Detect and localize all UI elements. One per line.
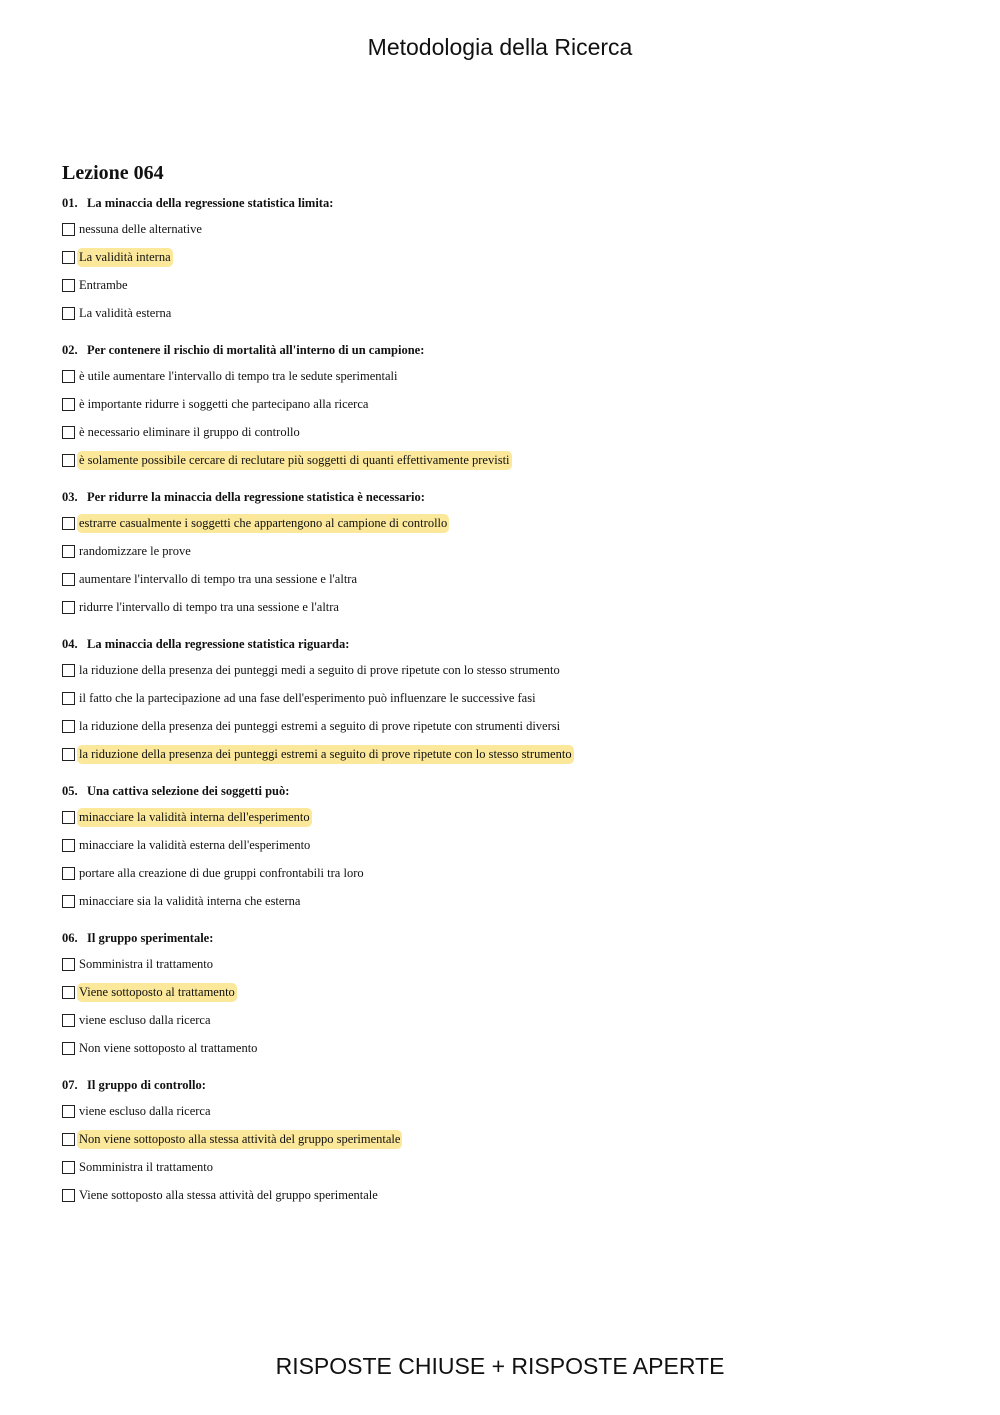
answer-text: nessuna delle alternative: [79, 221, 202, 236]
answer-text: il fatto che la partecipazione ad una fase dell'esperimento può influenzare le successive fasi: [79, 690, 536, 705]
answer-checkbox[interactable]: [62, 692, 75, 705]
answer-checkbox[interactable]: [62, 1189, 75, 1202]
answer-checkbox[interactable]: [62, 279, 75, 292]
answer-option[interactable]: [62, 1097, 942, 1125]
answer-checkbox[interactable]: [62, 1161, 75, 1174]
answer-text-highlighted: la riduzione della presenza dei punteggi estremi a seguito di prove ripetute con lo stesso strumento: [77, 745, 574, 764]
question-text: [62, 782, 942, 800]
answer-option[interactable]: [62, 831, 942, 859]
quiz-content: [62, 160, 942, 1223]
answer-text: La validità esterna: [79, 305, 172, 320]
answer-checkbox[interactable]: [62, 223, 75, 236]
question-block: [62, 194, 942, 327]
answer-text: aumentare l'intervallo di tempo tra una sessione e l'altra: [79, 571, 358, 586]
answer-text: Non viene sottoposto al trattamento: [79, 1040, 258, 1055]
answer-text: minacciare la validità esterna dell'esperimento: [79, 837, 311, 852]
answer-checkbox[interactable]: [62, 517, 75, 530]
question-block: [62, 1076, 942, 1209]
question-number: 06.: [62, 931, 78, 945]
question-text: [62, 194, 942, 212]
answer-option[interactable]: [62, 740, 942, 768]
answer-checkbox[interactable]: [62, 307, 75, 320]
question-text: [62, 341, 942, 359]
answer-checkbox[interactable]: [62, 251, 75, 264]
question-text: [62, 635, 942, 653]
answer-checkbox[interactable]: [62, 1014, 75, 1027]
answer-option[interactable]: [62, 362, 942, 390]
question-block: [62, 635, 942, 768]
answer-option[interactable]: [62, 1181, 942, 1209]
answer-option[interactable]: [62, 593, 942, 621]
answer-checkbox[interactable]: [62, 720, 75, 733]
answer-option[interactable]: [62, 565, 942, 593]
answer-option[interactable]: [62, 684, 942, 712]
answer-checkbox[interactable]: [62, 958, 75, 971]
answer-checkbox[interactable]: [62, 398, 75, 411]
page-header-title: Metodologia della Ricerca: [367, 34, 633, 60]
answer-checkbox[interactable]: [62, 986, 75, 999]
answer-text-highlighted: è solamente possibile cercare di reclutare più soggetti di quanti effettivamente previsti: [77, 451, 512, 470]
answer-checkbox[interactable]: [62, 839, 75, 852]
answer-checkbox[interactable]: [62, 545, 75, 558]
answer-option[interactable]: [62, 271, 942, 299]
answer-text-highlighted: estrarre casualmente i soggetti che appartengono al campione di controllo: [77, 514, 449, 533]
answer-text: è utile aumentare l'intervallo di tempo tra le sedute sperimentali: [79, 368, 398, 383]
answer-checkbox[interactable]: [62, 370, 75, 383]
answer-option[interactable]: [62, 243, 942, 271]
question-block: [62, 929, 942, 1062]
answer-text-highlighted: minacciare la validità interna dell'esperimento: [77, 808, 312, 827]
question-label: Per ridurre la minaccia della regressione statistica è necessario:: [87, 490, 425, 504]
answer-checkbox[interactable]: [62, 1042, 75, 1055]
answer-option[interactable]: [62, 1034, 942, 1062]
answer-checkbox[interactable]: [62, 811, 75, 824]
answer-text-highlighted: Viene sottoposto al trattamento: [77, 983, 237, 1002]
answer-text-highlighted: Non viene sottoposto alla stessa attività del gruppo sperimentale: [77, 1130, 402, 1149]
answer-checkbox[interactable]: [62, 867, 75, 880]
answer-option[interactable]: [62, 1125, 942, 1153]
answer-text: la riduzione della presenza dei punteggi medi a seguito di prove ripetute con lo stesso strumento: [79, 662, 560, 677]
question-label: La minaccia della regressione statistica limita:: [87, 196, 334, 210]
question-text: [62, 929, 942, 947]
answer-option[interactable]: [62, 1153, 942, 1181]
question-label: Il gruppo sperimentale:: [87, 931, 214, 945]
answer-checkbox[interactable]: [62, 601, 75, 614]
answer-option[interactable]: [62, 390, 942, 418]
page-footer-text: RISPOSTE CHIUSE + RISPOSTE APERTE: [275, 1353, 725, 1379]
lesson-title: Lezione 064: [62, 162, 164, 184]
answer-option[interactable]: [62, 950, 942, 978]
answer-option[interactable]: [62, 1006, 942, 1034]
question-number: 05.: [62, 784, 78, 798]
answer-checkbox[interactable]: [62, 454, 75, 467]
answer-option[interactable]: [62, 215, 942, 243]
question-label: Per contenere il rischio di mortalità all'interno di un campione:: [87, 343, 425, 357]
answer-checkbox[interactable]: [62, 895, 75, 908]
question-number: 02.: [62, 343, 78, 357]
question-label: Una cattiva selezione dei soggetti può:: [87, 784, 290, 798]
answer-checkbox[interactable]: [62, 748, 75, 761]
answer-option[interactable]: [62, 446, 942, 474]
question-number: 07.: [62, 1078, 78, 1092]
answer-option[interactable]: [62, 656, 942, 684]
answer-option[interactable]: [62, 712, 942, 740]
answer-text: viene escluso dalla ricerca: [79, 1103, 211, 1118]
answer-option[interactable]: [62, 978, 942, 1006]
question-number: 01.: [62, 196, 78, 210]
answer-option[interactable]: [62, 859, 942, 887]
answer-text: portare alla creazione di due gruppi confrontabili tra loro: [79, 865, 364, 880]
answer-option[interactable]: [62, 887, 942, 915]
answer-text: Somministra il trattamento: [79, 956, 214, 971]
answer-text-highlighted: La validità interna: [77, 248, 173, 267]
question-block: [62, 782, 942, 915]
answer-text: la riduzione della presenza dei punteggi estremi a seguito di prove ripetute con strumenti diversi: [79, 718, 561, 733]
answer-text: randomizzare le prove: [79, 543, 191, 558]
question-text: [62, 488, 942, 506]
answer-text: ridurre l'intervallo di tempo tra una sessione e l'altra: [79, 599, 339, 614]
answer-option[interactable]: [62, 418, 942, 446]
question-list: [62, 194, 942, 1209]
answer-text: è importante ridurre i soggetti che partecipano alla ricerca: [79, 396, 369, 411]
answer-checkbox[interactable]: [62, 664, 75, 677]
answer-option[interactable]: [62, 509, 942, 537]
answer-text: è necessario eliminare il gruppo di controllo: [79, 424, 300, 439]
answer-checkbox[interactable]: [62, 1133, 75, 1146]
question-label: La minaccia della regressione statistica riguarda:: [87, 637, 350, 651]
answer-checkbox[interactable]: [62, 426, 75, 439]
answer-checkbox[interactable]: [62, 1105, 75, 1118]
question-text: [62, 1076, 942, 1094]
answer-option[interactable]: [62, 299, 942, 327]
answer-option[interactable]: [62, 537, 942, 565]
question-block: [62, 488, 942, 621]
question-label: Il gruppo di controllo:: [87, 1078, 206, 1092]
answer-text: minacciare sia la validità interna che esterna: [79, 893, 301, 908]
answer-text: Somministra il trattamento: [79, 1159, 214, 1174]
question-block: [62, 341, 942, 474]
answer-text: Entrambe: [79, 277, 128, 292]
answer-text: Viene sottoposto alla stessa attività del gruppo sperimentale: [79, 1187, 378, 1202]
question-number: 04.: [62, 637, 78, 651]
answer-text: viene escluso dalla ricerca: [79, 1012, 211, 1027]
answer-option[interactable]: [62, 803, 942, 831]
answer-checkbox[interactable]: [62, 573, 75, 586]
question-number: 03.: [62, 490, 78, 504]
